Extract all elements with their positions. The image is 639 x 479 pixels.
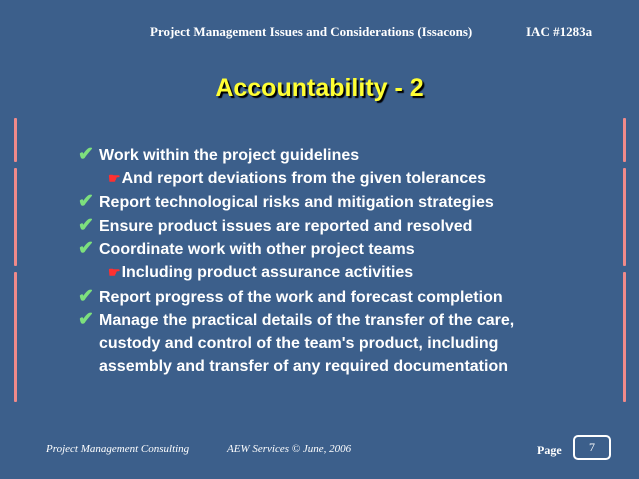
page-number: 7 — [589, 440, 595, 454]
header-title: Project Management Issues and Considerations (Issacons) — [150, 24, 473, 39]
check-icon: ✔ — [78, 191, 94, 213]
right-bar-bottom — [623, 272, 626, 402]
bullet-text: Work within the project guidelines — [99, 147, 360, 164]
bullet-item — [78, 285, 598, 309]
check-icon: ✔ — [78, 309, 94, 331]
bullet-text: custody and control of the team's product, including — [99, 334, 499, 352]
slide-header — [150, 24, 593, 40]
right-bar-middle — [623, 168, 626, 266]
pointing-hand-icon: ☛ — [108, 263, 121, 280]
check-icon: ✔ — [78, 238, 94, 260]
bullet-text: And report deviations from the given tolerances — [121, 169, 487, 187]
check-icon: ✔ — [78, 285, 94, 307]
bullet-item — [78, 190, 598, 214]
bullet-text: Report technological risks and mitigation strategies — [99, 194, 494, 212]
bullet-continuation — [78, 355, 598, 379]
left-bar-top — [14, 118, 17, 162]
page-label: Page — [537, 443, 562, 457]
bullet-item — [78, 308, 598, 332]
bullet-text: assembly and transfer of any required documentation — [99, 358, 508, 376]
left-bar-middle — [14, 168, 17, 266]
check-icon: ✔ — [78, 144, 94, 165]
page-number-box — [573, 435, 611, 460]
bullet-item — [78, 237, 598, 261]
bullet-item — [78, 143, 598, 167]
sub-bullet-item — [78, 261, 598, 285]
pointing-hand-icon: ☛ — [108, 169, 121, 186]
bullet-text: Manage the practical details of the transfer of the care, — [99, 312, 515, 330]
bullet-text: Coordinate work with other project teams — [99, 241, 415, 259]
bullet-continuation — [78, 332, 598, 356]
right-bar-top — [623, 118, 626, 162]
footer-center: AEW Services © June, 2006 — [227, 443, 352, 455]
check-icon: ✔ — [78, 214, 94, 236]
bullet-list — [78, 143, 598, 379]
slide-title: Accountability - 2 — [215, 74, 424, 102]
bullet-text: Ensure product issues are reported and resolved — [99, 217, 473, 235]
bullet-text: Report progress of the work and forecast completion — [99, 288, 503, 306]
header-code: IAC #1283a — [526, 24, 593, 39]
left-bar-bottom — [14, 272, 17, 402]
footer-left: Project Management Consulting — [46, 443, 190, 455]
sub-bullet-item — [78, 167, 598, 191]
bullet-item — [78, 214, 598, 238]
bullet-text: Including product assurance activities — [121, 263, 414, 281]
